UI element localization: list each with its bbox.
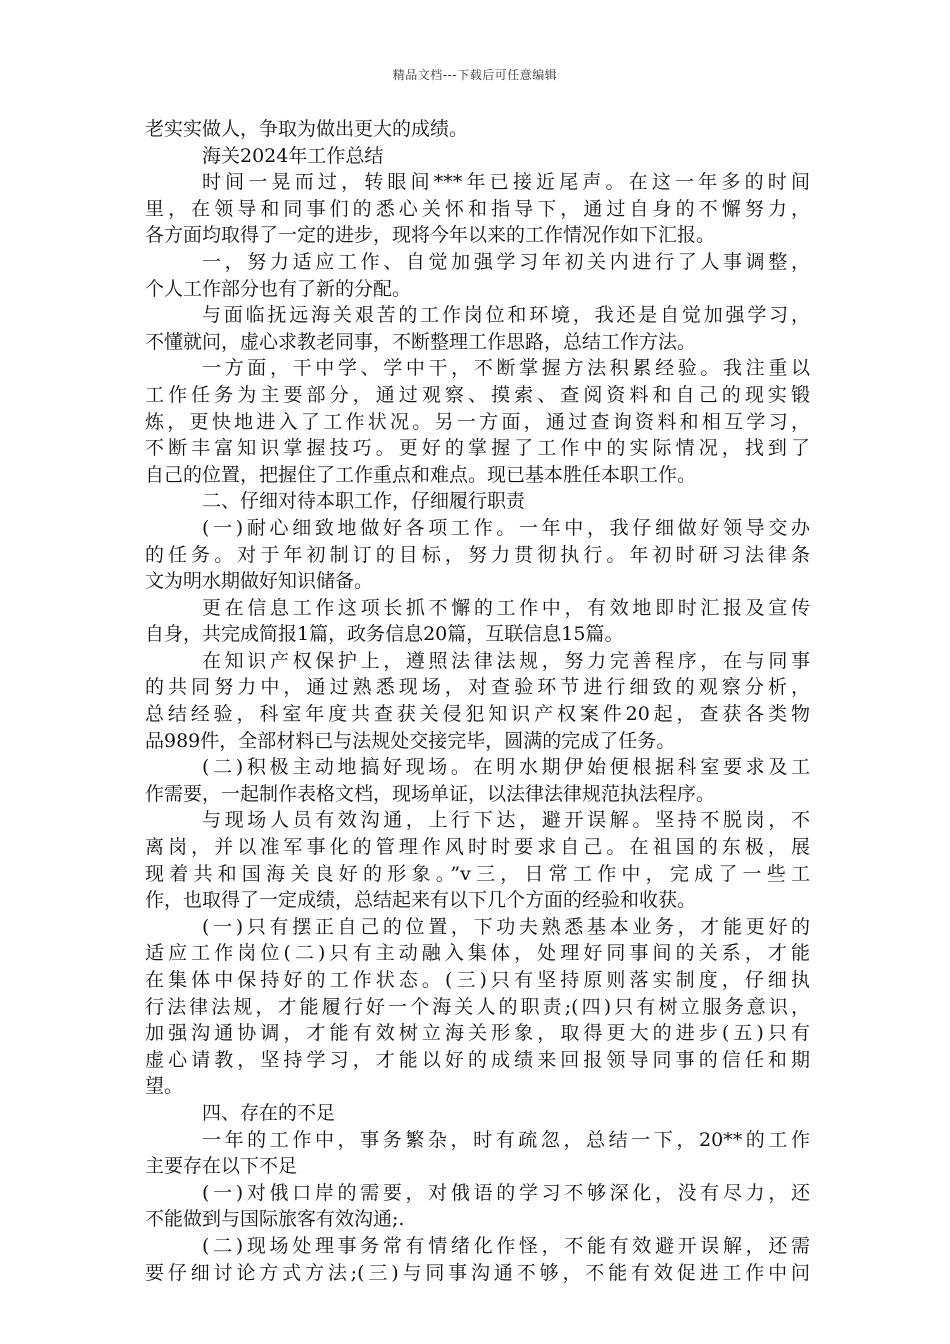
text-line: 的共同努力中，通过熟悉现场，对查验环节进行细致的观察分析， xyxy=(145,676,810,699)
text-line: 总结经验，科室年度共查获关侵犯知识产权案件20起，查获各类物 xyxy=(145,703,810,726)
text-line: 不懂就问，虚心求教老同事，不断整理工作思路，总结工作方法。 xyxy=(145,330,697,353)
text-line: 炼，更快地进入了工作状况。另一方面，通过查询资料和相互学习， xyxy=(145,410,810,433)
text-line: 的任务。对于年初制订的目标，努力贯彻执行。年初时研习法律条 xyxy=(145,543,810,566)
text-line: 自身，共完成简报1篇，政务信息20篇，互联信息15篇。 xyxy=(145,623,624,646)
text-line: 适应工作岗位(二)只有主动融入集体，处理好同事间的关系，才能 xyxy=(145,942,810,965)
text-line: 作，也取得了一定成绩，总结起来有以下几个方面的经验和收获。 xyxy=(145,889,697,912)
text-line: 一方面，干中学、学中干，不断掌握方法积累经验。我注重以 xyxy=(202,357,810,380)
text-line: (二)积极主动地搞好现场。在明水期伊始便根据科室要求及工 xyxy=(202,756,810,779)
text-line: 不能做到与国际旅客有效沟通;. xyxy=(145,1208,405,1231)
text-line: 虚心请教，坚持学习，才能以好的成绩来回报领导同事的信任和期 xyxy=(145,1048,810,1071)
text-line: 海关2024年工作总结 xyxy=(202,144,384,167)
text-line: 一年的工作中，事务繁杂，时有疏忽，总结一下，20**的工作 xyxy=(202,1128,810,1151)
text-line: 行法律法规，才能履行好一个海关人的职责;(四)只有树立服务意识， xyxy=(145,995,810,1018)
text-line: 里，在领导和同事们的悉心关怀和指导下，通过自身的不懈努力， xyxy=(145,197,810,220)
text-line: 品989件，全部材料已与法规处交接完毕，圆满的完成了任务。 xyxy=(145,729,676,752)
text-line: (一)对俄口岸的需要，对俄语的学习不够深化，没有尽力，还 xyxy=(202,1181,810,1204)
text-line: 现着共和国海关良好的形象。”v三，日常工作中，完成了一些工 xyxy=(145,862,810,885)
text-line: 要仔细讨论方式方法;(三)与同事沟通不够，不能有效促进工作中问 xyxy=(145,1261,810,1284)
text-line: 主要存在以下不足 xyxy=(145,1155,298,1178)
text-line: (一)耐心细致地做好各项工作。一年中，我仔细做好领导交办 xyxy=(202,516,810,539)
text-line: 与现场人员有效沟通，上行下达，避开误解。坚持不脱岗，不 xyxy=(202,809,810,832)
text-line: 离岗，并以准军事化的管理作风时时要求自己。在祖国的东极，展 xyxy=(145,836,810,859)
text-line: 在集体中保持好的工作状态。(三)只有坚持原则落实制度，仔细执 xyxy=(145,969,810,991)
text-line: 更在信息工作这项长抓不懈的工作中，有效地即时汇报及宣传 xyxy=(202,596,810,619)
text-line: 工作任务为主要部分，通过观察、摸索、查阅资料和自己的现实锻 xyxy=(145,383,810,406)
text-line: 一，努力适应工作、自觉加强学习年初关内进行了人事调整， xyxy=(202,250,810,273)
text-line: 时间一晃而过，转眼间***年已接近尾声。在这一年多的时间 xyxy=(202,171,810,194)
document-body xyxy=(145,116,810,1286)
text-line: 二、仔细对待本职工作，仔细履行职责 xyxy=(202,490,526,513)
text-line: 自己的位置，把握住了工作重点和难点。现已基本胜任本职工作。 xyxy=(145,463,697,486)
text-line: 加强沟通协调，才能有效树立海关形象，取得更大的进步(五)只有 xyxy=(145,1022,810,1045)
text-line: 在知识产权保护上，遵照法律法规，努力完善程序，在与同事 xyxy=(202,649,810,672)
text-line: 各方面均取得了一定的进步，现将今年以来的工作情况作如下汇报。 xyxy=(145,224,716,247)
page-header: 精品文档---下载后可任意编辑 xyxy=(392,68,558,82)
text-line: 作需要，一起制作表格文档，现场单证，以法律法律规范执法程序。 xyxy=(145,782,716,805)
text-line: 望。 xyxy=(145,1075,184,1098)
text-line: 老实实做人，争取为做出更大的成绩。 xyxy=(145,118,469,140)
text-line: (一)只有摆正自己的位置，下功夫熟悉基本业务，才能更好的 xyxy=(202,915,810,938)
text-line: (二)现场处理事务常有情绪化作怪，不能有效避开误解，还需 xyxy=(202,1234,810,1257)
text-line: 四、存在的不足 xyxy=(202,1101,336,1124)
text-line: 个人工作部分也有了新的分配。 xyxy=(145,277,412,300)
text-line: 不断丰富知识掌握技巧。更好的掌握了工作中的实际情况，找到了 xyxy=(145,437,810,460)
text-line: 与面临抚远海关艰苦的工作岗位和环境，我还是自觉加强学习， xyxy=(202,304,810,327)
text-line: 文为明水期做好知识储备。 xyxy=(145,570,374,593)
